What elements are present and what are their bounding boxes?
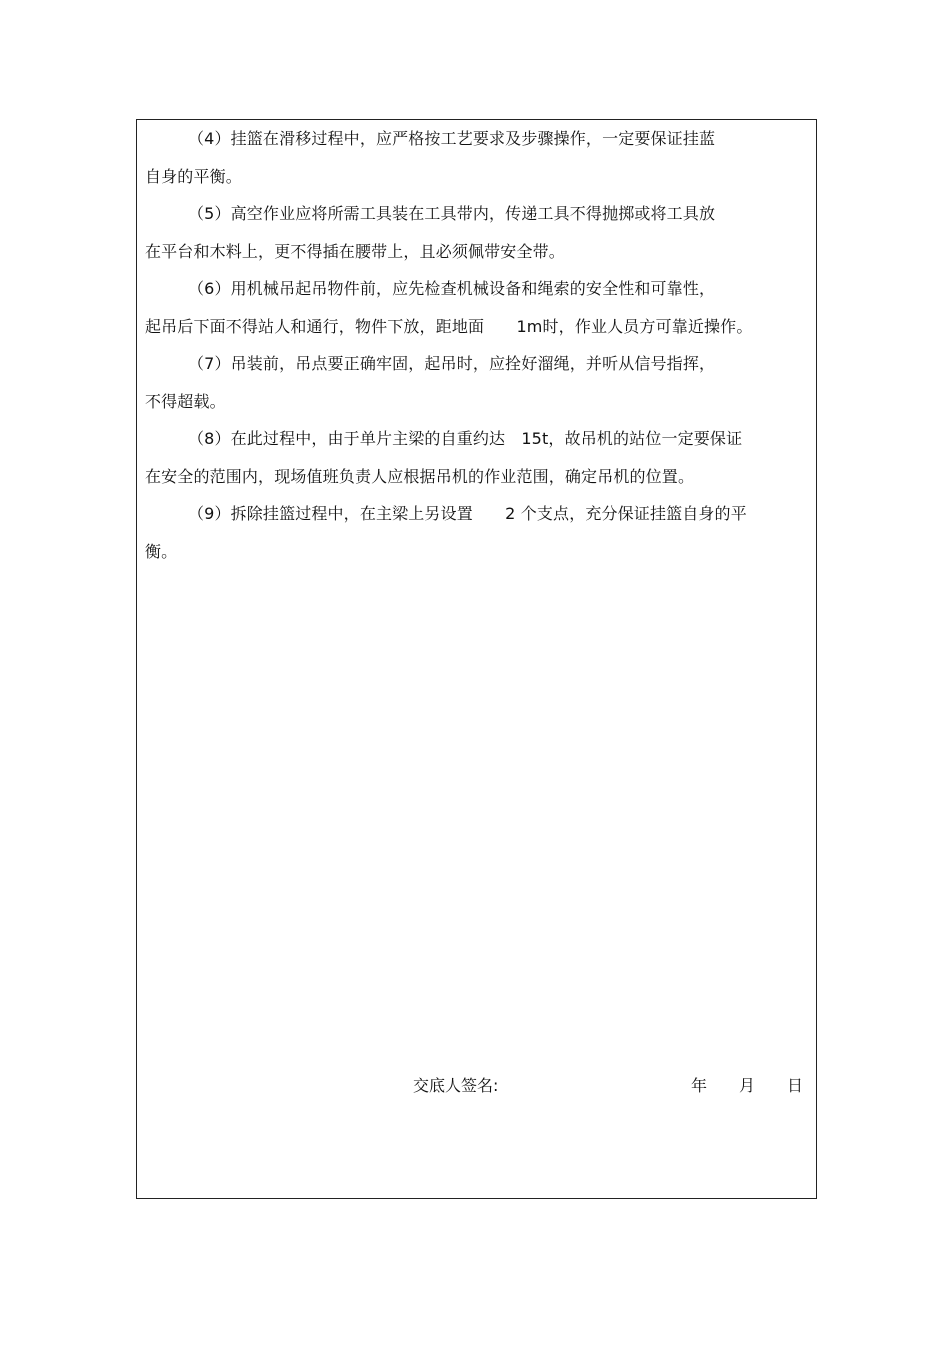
- instruction-item-6: [145, 270, 809, 345]
- instruction-line: 在平台和木料上，更不得插在腰带上，且必须佩带安全带。: [145, 241, 565, 261]
- safety-instructions: [145, 120, 809, 570]
- date-day-label: 日: [787, 1076, 804, 1095]
- instruction-line: 衡。: [145, 541, 178, 561]
- instruction-item-9: [145, 495, 809, 570]
- instruction-line: 不得超载。: [145, 391, 226, 411]
- signature-row: [137, 1071, 816, 1101]
- instruction-item-7: [145, 345, 809, 420]
- instruction-item-4: [145, 120, 809, 195]
- instruction-item-5: [145, 195, 809, 270]
- instruction-line: （9）拆除挂篮过程中，在主梁上另设置 2 个支点，充分保证挂篮自身的平: [188, 504, 747, 523]
- instruction-line: （5）高空作业应将所需工具装在工具带内，传递工具不得抛掷或将工具放: [188, 204, 716, 223]
- instruction-line: （8）在此过程中，由于单片主梁的自重约达 15t，故吊机的站位一定要保证: [188, 429, 743, 448]
- instruction-line: 自身的平衡。: [145, 166, 242, 186]
- instruction-line: 起吊后下面不得站人和通行，物件下放，距地面 1m时，作业人员方可靠近操作。: [145, 316, 753, 336]
- instruction-line: （4）挂篮在滑移过程中，应严格按工艺要求及步骤操作，一定要保证挂蓝: [188, 129, 716, 148]
- instruction-line: 在安全的范围内，现场值班负责人应根据吊机的作业范围，确定吊机的位置。: [145, 466, 695, 486]
- date-month-label: 月: [739, 1076, 756, 1095]
- document-frame: [136, 119, 817, 1199]
- instruction-line: （7）吊装前，吊点要正确牢固，起吊时，应拴好溜绳，并听从信号指挥，: [188, 354, 716, 373]
- date-year-label: 年: [691, 1076, 708, 1095]
- instruction-line: （6）用机械吊起吊物件前，应先检查机械设备和绳索的安全性和可靠性，: [188, 279, 716, 298]
- signer-label: 交底人签名:: [413, 1076, 499, 1095]
- instruction-item-8: [145, 420, 809, 495]
